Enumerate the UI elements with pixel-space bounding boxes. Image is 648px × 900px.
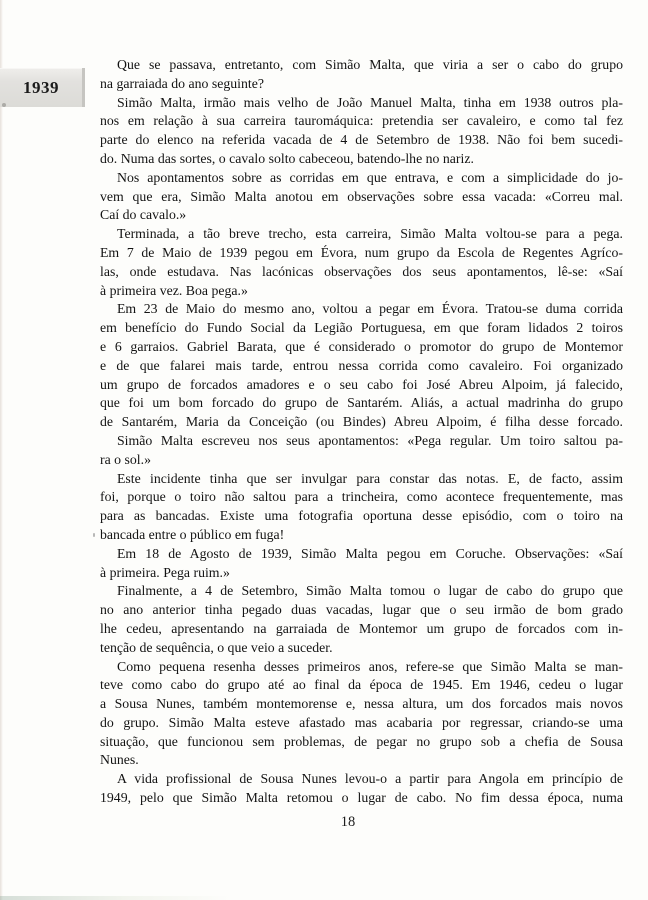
scan-speck xyxy=(2,103,6,107)
text-line: no ano anterior tinha pegado duas vacadas, lugar que o seu irmão de bom grado xyxy=(100,602,623,618)
text-line: A vida profissional de Sousa Nunes levou-o a partir para Angola em princípio de xyxy=(117,771,623,787)
paragraph xyxy=(100,225,623,300)
text-line: Nos apontamentos sobre as corridas em que entrava, e com a simplicidade do jo- xyxy=(117,169,623,185)
text-line: las, onde estudava. Nas lacónicas observações dos seus apontamentos, lê-se: «Saí xyxy=(100,263,623,279)
paragraph xyxy=(100,470,623,545)
margin-year-label: 1939 xyxy=(23,77,59,97)
text-line: e de que falarei mais tarde, entrou nessa corrida como cavaleiro. Foi organizado xyxy=(100,357,623,373)
text-line: à primeira. Pega ruim.» xyxy=(100,564,230,580)
text-line: Caí do cavalo.» xyxy=(100,207,187,223)
paragraph xyxy=(100,582,623,657)
text-line: nos em relação à sua carreira tauromáquica: pretendia ser cavaleiro, e como tal fez xyxy=(100,113,623,129)
text-line: Em 7 de Maio de 1939 pegou em Évora, num grupo da Escola de Regentes Agríco- xyxy=(100,244,623,260)
text-line: ra o sol.» xyxy=(100,451,151,467)
text-line: teve como cabo do grupo até ao final da época de 1945. Em 1946, cedeu o lugar xyxy=(100,677,623,693)
text-line: que foi um bom forcado do grupo de Santarém. Aliás, a actual madrinha do grupo xyxy=(100,395,623,411)
text-line: em benefício do Fundo Social da Legião Portuguesa, em que foram lidados 2 toiros xyxy=(100,320,623,336)
text-line: um grupo de forcados amadores e o seu cabo foi José Abreu Alpoim, já falecido, xyxy=(100,376,623,392)
paragraph xyxy=(100,770,623,808)
text-line: Nunes. xyxy=(100,752,139,768)
paragraph xyxy=(100,94,623,169)
text-line: 1949, pelo que Simão Malta retomou o lugar de cabo. No fim dessa época, numa xyxy=(100,790,623,806)
page-edge-shading xyxy=(0,0,3,900)
text-line: Simão Malta, irmão mais velho de João Manuel Malta, tinha em 1938 outros pla- xyxy=(117,94,623,110)
text-line: parte do elenco na referida vacada de 4 de Setembro de 1938. Não foi bem sucedi- xyxy=(100,132,623,148)
text-line: situação, que funcionou sem problemas, de pegar no grupo sob a chefia de Sousa xyxy=(100,733,623,749)
paragraph xyxy=(100,658,623,771)
text-block xyxy=(100,56,623,808)
text-line: Este incidente tinha que ser invulgar para constar das notas. E, de facto, assim xyxy=(117,470,623,486)
margin-year-box xyxy=(0,68,85,107)
text-line: a Sousa Nunes, também montemorense e, nessa altura, um dos forcados mais novos xyxy=(100,696,623,712)
text-line: Em 23 de Maio do mesmo ano, voltou a pegar em Évora. Tratou-se duma corrida xyxy=(117,301,623,317)
paragraph xyxy=(100,169,623,225)
paragraph xyxy=(100,300,623,432)
text-line: foi, porque o toiro não saltou para a trincheira, como acontece frequentemente, mas xyxy=(100,489,623,505)
text-line: Em 18 de Agosto de 1939, Simão Malta pegou em Coruche. Observações: «Saí xyxy=(117,545,623,561)
text-line: de Santarém, Maria da Conceição (ou Bindes) Abreu Alpoim, é filha desse forcado. xyxy=(100,414,623,430)
text-line: na garraiada do ano seguinte? xyxy=(100,75,264,91)
text-line: Como pequena resenha desses primeiros anos, refere-se que Simão Malta se man- xyxy=(117,658,623,674)
text-line: à primeira vez. Boa pega.» xyxy=(100,282,248,298)
text-line: Que se passava, entretanto, com Simão Malta, que viria a ser o cabo do grupo xyxy=(117,57,623,72)
text-line: para as bancadas. Existe uma fotografia oportuna desse episódio, com o toiro na xyxy=(100,508,623,524)
scan-artifact xyxy=(0,896,230,900)
text-line: lhe cedeu, apresentando na garraiada de Montemor um grupo de forcados com in- xyxy=(100,620,623,636)
text-line: tenção de sequência, o que veio a suceder. xyxy=(100,639,333,655)
scan-speck xyxy=(93,533,95,537)
text-line: Simão Malta escreveu nos seus apontamentos: «Pega regular. Um toiro saltou pa- xyxy=(117,432,623,448)
text-line: vem que era, Simão Malta anotou em observações sobre essa vacada: «Correu mal. xyxy=(100,188,623,204)
page-number: 18 xyxy=(340,814,356,830)
text-line: Finalmente, a 4 de Setembro, Simão Malta tomou o lugar de cabo do grupo que xyxy=(117,583,623,599)
text-line: e 6 garraios. Gabriel Barata, que é considerado o promotor do grupo de Montemor xyxy=(100,338,623,354)
text-line: Terminada, a tão breve trecho, esta carreira, Simão Malta voltou-se para a pega. xyxy=(117,226,623,242)
paragraph xyxy=(100,432,623,470)
paragraph xyxy=(100,56,623,94)
text-line: do grupo. Simão Malta esteve afastado mas acabaria por regressar, criando-se uma xyxy=(100,714,623,730)
text-line: bancada entre o público em fuga! xyxy=(100,526,285,542)
text-line: do. Numa das sortes, o cavalo solto cabeceou, batendo-lhe no nariz. xyxy=(100,150,474,166)
paragraph xyxy=(100,545,623,583)
